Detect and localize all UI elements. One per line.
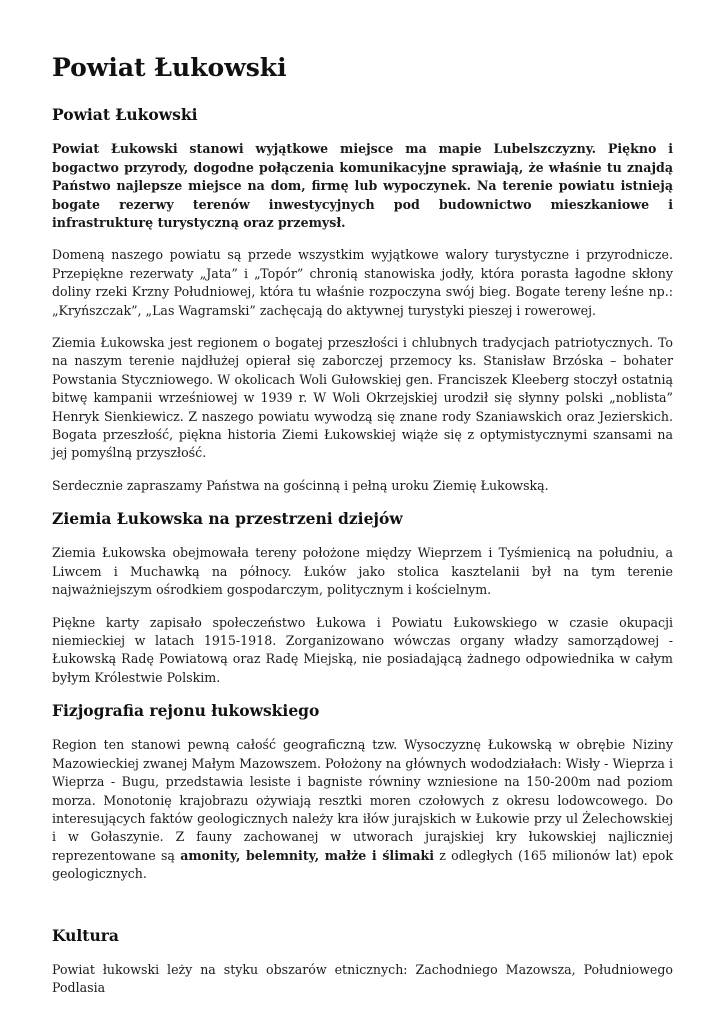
section-dzieje [52,509,673,687]
section-heading-fizjografia: Fizjografia rejonu łukowskiego [52,701,320,721]
paragraph-occupation: Piękne karty zapisało społeczeństwo Łukowa i Powiatu Łukowskiego w czasie okupacji niemieckiej w latach 1915-1918. Zorganizowano wówczas organy władzy samorządowej - Łukowską Radę Powiatową oraz Radę Miejską, nie posiadającą żadnego odpowiednika w całym byłym Królestwie Polskim. [52,614,673,685]
fauna-bold-text: amonity, belemnity, małże i ślimaki [180,847,434,863]
section-kultura [52,926,673,998]
section-heading-kultura: Kultura [52,925,119,945]
section-heading-powiat: Powiat Łukowski [52,105,198,125]
section-fizjografia [52,701,673,883]
section-heading-dzieje: Ziemia Łukowska na przestrzeni dziejów [52,509,403,529]
section-powiat [52,105,673,495]
paragraph-tourism: Domeną naszego powiatu są przede wszystkim wyjątkowe walory turystyczne i przyrodnicze. Przepiękne rezerwaty „Jata” i „Topór” chronią stanowiska jodły, która porasta łagodne skłony doliny rzeki Krzny Południowej, która tu właśnie rozpoczyna swój bieg. Bogate tereny leśne np.: „Kryńszczak”, „Las Wagramski” zachęcają do aktywnej turystyki pieszej i rowerowej. [52,247,673,318]
paragraph-territory: Ziemia Łukowska obejmowała tereny położone między Wieprzem i Tyśmienicą na południu, a Liwcem i Muchawką na północy. Łuków jako stolica kasztelanii był na tym terenie najważniejszym ośrodkiem gospodarczym, politycznym i kościelnym. [52,545,673,598]
geography-text-start: Region ten stanowi pewną całość geograficzną tzw. Wysoczyznę Łukowską w obrębie Niziny Mazowieckiej zwanej Małym Mazowszem. Położony na głównych wododziałach: Wisły - Wieprza i Wieprza - Bugu, przedstawia lesiste i bagniste równiny wzniesione na 150-200m nad poziom morza. Monotonię krajobrazu ożywiają resztki moren czołowych z okresu lodowcowego. Do interesujących faktów geologicznych należy kra iłów jurajskich w Łukowie przy ul Żelechowskiej i w Gołaszynie. Z fauny zachowanej w utworach jurajskiej kry łukowskiej najliczniej reprezentowane są [52,737,673,863]
intro-paragraph: Powiat Łukowski stanowi wyjątkowe miejsce ma mapie Lubelszczyzny. Piękno i bogactwo przyrody, dogodne połączenia komunikacyjne sprawiają, że właśnie tu znajdą Państwo najlepsze miejsce na dom, firmę lub wypoczynek. Na terenie powiatu istnieją bogate rezerwy terenów inwestycyjnych pod budownictwo mieszkaniowe i infrastrukturę turystyczną oraz przemysł. [52,141,673,231]
page-title: Powiat Łukowski [52,53,287,82]
paragraph-culture: Powiat łukowski leży na styku obszarów etnicznych: Zachodniego Mazowsza, Południowego Podlasia [52,961,673,996]
paragraph-geography [52,736,673,883]
paragraph-history: Ziemia Łukowska jest regionem o bogatej przeszłości i chlubnych tradycjach patriotycznych. To na naszym terenie najdłużej opierał się zaborczej przemocy ks. Stanisław Brzóska – bohater Powstania Styczniowego. W okolicach Woli Gułowskiej gen. Franciszek Kleeberg stoczył ostatnią bitwę kampanii wrześniowej w 1939 r. W Woli Okrzejskiej urodził się słynny polski „noblista” Henryk Sienkiewicz. Z naszego powiatu wywodzą się znane rody Szaniawskich oraz Jezierskich. Bogata przeszłość, piękna historia Ziemi Łukowskiej wiąże się z optymistycznymi szansami na jej pomyślną przyszłość. [52,335,673,461]
paragraph-invitation: Serdecznie zapraszamy Państwa na gościnną i pełną uroku Ziemię Łukowską. [52,477,549,493]
geography-text-end: z odległych (165 milionów lat) epok geologicznych. [52,847,673,882]
